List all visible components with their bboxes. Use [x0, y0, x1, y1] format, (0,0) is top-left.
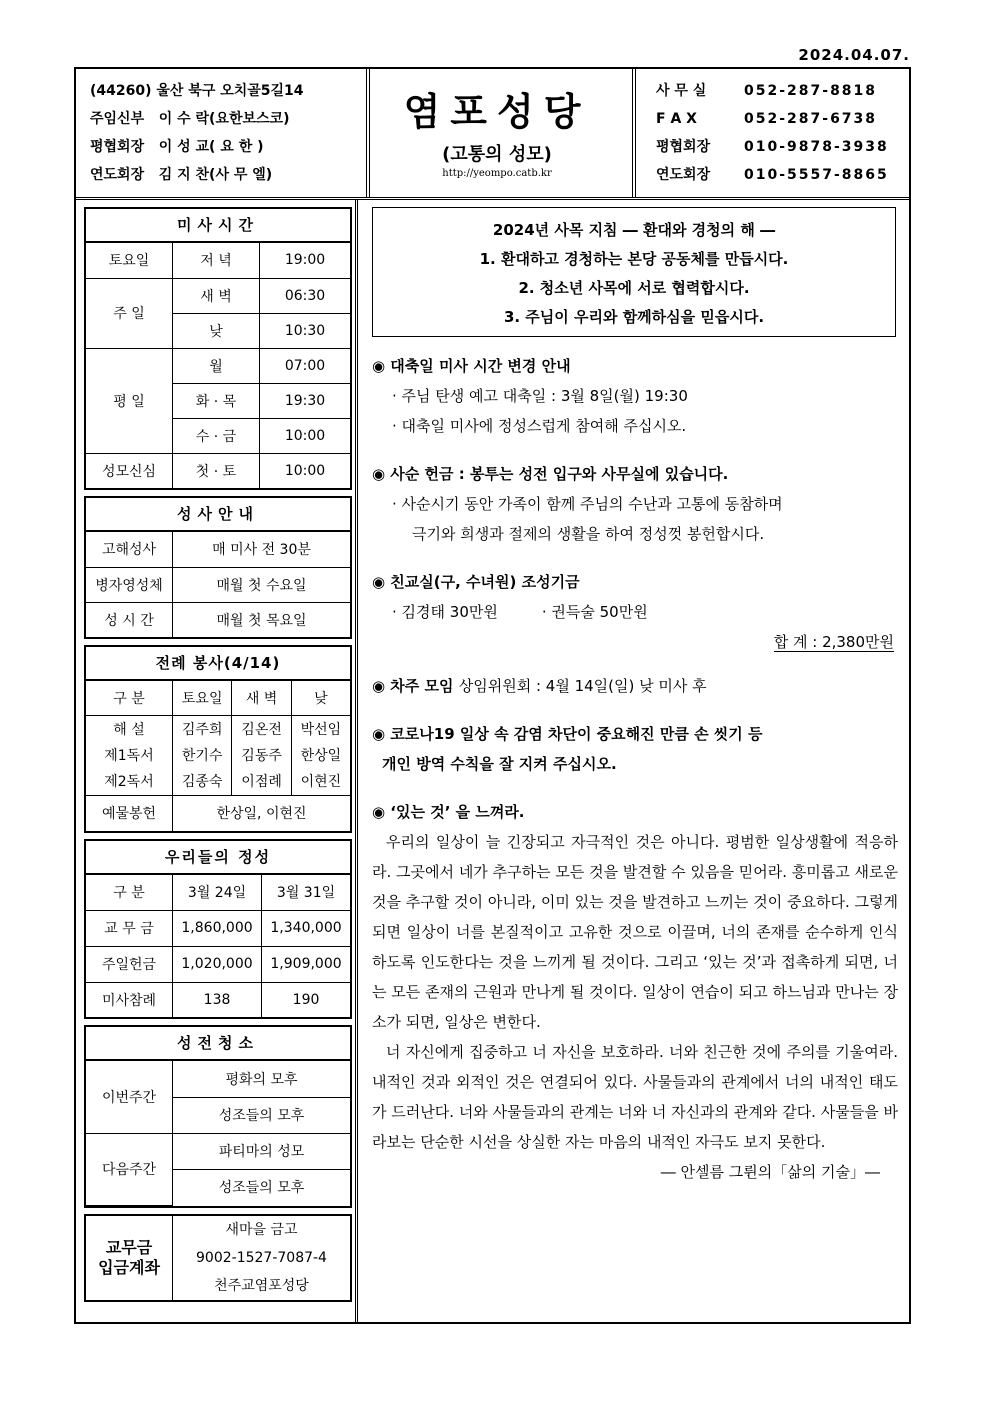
contacts	[656, 77, 906, 189]
reflection-title: ◉ ‘있는 것’ 을 느껴라.	[372, 803, 525, 821]
cell: 이번주간	[86, 1061, 173, 1133]
cell: 다음주간	[86, 1133, 173, 1205]
cell: 이현진	[291, 767, 350, 795]
cell: 미사참례	[86, 982, 173, 1017]
cell: 매월 첫 수요일	[173, 567, 351, 602]
cell: 10:00	[260, 418, 351, 453]
liturgy-title: 전례 봉사(4/14)	[86, 647, 350, 681]
motto-item: 2. 청소년 사목에 서로 협력합시다.	[518, 279, 750, 297]
notice-title: ◉ 친교실(구, 수녀원) 조성기금	[372, 573, 580, 591]
account-label: 교무금 입금계좌	[86, 1216, 173, 1300]
cell: 낮	[173, 313, 260, 348]
cell: 병자영성체	[86, 567, 173, 602]
notice-bullet: · 사순시기 동안 가족이 함께 주님의 수난과 고통에 동참하며	[392, 495, 783, 513]
cell: 파티마의 성모	[173, 1133, 351, 1169]
cell: 교 무 금	[86, 910, 173, 946]
cell: 성조들의 모후	[173, 1097, 351, 1133]
cell: 1,020,000	[173, 946, 262, 982]
cell: 토요일	[86, 243, 173, 278]
church-subtitle: (고통의 성모)	[442, 144, 552, 165]
header	[76, 69, 909, 197]
cell: 평화의 모후	[173, 1061, 351, 1097]
cell: 한기수	[173, 743, 232, 767]
pastoral-motto-box	[372, 207, 896, 337]
cell: 박선임	[291, 715, 350, 743]
yeondo-president-line: 연도회장 김 지 찬(사 무 엘)	[90, 167, 273, 183]
cleaning-table	[86, 1061, 350, 1206]
cell: 토요일	[173, 681, 232, 715]
cell: 성모신심	[86, 453, 173, 488]
left-column	[84, 207, 352, 1308]
header-info	[90, 77, 370, 189]
cell: 성 시 간	[86, 602, 173, 637]
divider	[632, 69, 633, 197]
fund-total: 합 계 : 2,380만원	[773, 633, 894, 651]
cell: 190	[262, 982, 350, 1017]
pastor-line: 주임신부 이 수 락(요한보스코)	[90, 111, 290, 127]
cell: 한상일, 이현진	[173, 795, 351, 831]
contact-office: 사 무 실 052-287-8818	[656, 83, 878, 99]
account-table	[86, 1216, 350, 1300]
cell: 19:30	[260, 383, 351, 418]
cell: 저 녁	[173, 243, 260, 278]
cell: 평 일	[86, 348, 173, 453]
cell: 김종숙	[173, 767, 232, 795]
notice-fellowship-fund	[372, 567, 906, 657]
contact-fax: F A X 052-287-6738	[656, 111, 878, 127]
notice-feast-mass	[372, 351, 906, 441]
council-president-line: 평협회장 이 성 교( 요 한 )	[90, 139, 264, 155]
cell: 수 · 금	[173, 418, 260, 453]
cell: 이점례	[232, 767, 291, 795]
cell: 한상일	[291, 743, 350, 767]
sacraments-table	[86, 532, 350, 637]
notice-covid	[372, 719, 906, 779]
cell: 07:00	[260, 348, 351, 383]
account-box	[84, 1214, 352, 1302]
cell: 해 설	[86, 715, 173, 743]
notice-bullet: · 김경태 30만원 · 권득술 50만원	[392, 603, 648, 621]
cell: 낮	[291, 681, 350, 715]
cell: 고해성사	[86, 532, 173, 567]
motto-item: 1. 환대하고 경청하는 본당 공동체를 만듭시다.	[479, 250, 789, 268]
cleaning-box	[84, 1025, 352, 1208]
cell: 새 벽	[173, 278, 260, 313]
contact-council: 평협회장 010-9878-3938	[656, 139, 889, 155]
account-details: 새마을 금고 9002-1527-7087-4 천주교염포성당	[173, 1216, 351, 1300]
bulletin-frame	[74, 67, 911, 1324]
cell: 1,860,000	[173, 910, 262, 946]
cell: 구 분	[86, 681, 173, 715]
divider	[635, 69, 636, 197]
cell: 10:00	[260, 453, 351, 488]
motto-item: 3. 주님이 우리와 함께하심을 믿읍시다.	[503, 308, 765, 326]
notice-lent-offering	[372, 459, 906, 549]
contact-yeondo: 연도회장 010-5557-8865	[656, 167, 889, 183]
cell: 1,340,000	[262, 910, 350, 946]
cleaning-title: 성전청소	[86, 1027, 350, 1061]
mass-times-box	[84, 207, 352, 490]
cell: 구 분	[86, 875, 173, 910]
reflection-paragraph: 너 자신에게 집중하고 너 자신을 보호하라. 너와 친근한 것에 주의를 기울여라. 내적인 것과 외적인 것은 연결되어 있다. 사물들과의 관계에서 너의 내적인 태도가 드러난다. 너와 사물들과의 관계는 너와 너 자신과의 관계와 같다. 사물들을 바라보는 단순한 시선을 상실한 자는 마음의 내적인 자극도 보지 못한다.	[372, 1043, 898, 1151]
reflection-paragraph: 우리의 일상이 늘 긴장되고 자극적인 것은 아니다. 평범한 일상생활에 적응하라. 그곳에서 네가 추구하는 모든 것을 발견할 수 있음을 믿어라. 흥미롭고 새로운 것을 추구할 것이 아니라, 이미 있는 것을 발견하고 느끼는 것이 중요하다. 그렇게 되면 일상이 너를 본질적이고 고유한 것으로 이끌며, 너의 존재를 순수하게 인식하도록 인도한다는 것을 느끼게 될 것이다. 그리고 ‘있는 것’과 접촉하게 되면, 너는 모든 존재의 근원과 만나게 될 것이다. 일상이 연습이 되고 하느님과 만나는 장소가 되면, 일상은 변한다.	[372, 833, 898, 1031]
cell: 매월 첫 목요일	[173, 602, 351, 637]
liturgy-table	[86, 681, 350, 831]
notice-title: ◉ 코로나19 일상 속 감염 차단이 중요해진 만큼 손 씻기 등	[372, 725, 763, 743]
reflection-credit: ― 안셀름 그륀의「삶의 기술」―	[660, 1163, 880, 1181]
notice-bullet: · 대축일 미사에 정성스럽게 참여해 주십시오.	[392, 417, 687, 435]
cell: 3월 24일	[173, 875, 262, 910]
reflection	[372, 797, 906, 1187]
mass-times-title: 미사시간	[86, 209, 350, 243]
cell: 주일헌금	[86, 946, 173, 982]
motto-title: 2024년 사목 지침 ― 환대와 경청의 해 ―	[492, 221, 776, 239]
cell: 제2독서	[86, 767, 173, 795]
devotion-box	[84, 839, 352, 1019]
cell: 주 일	[86, 278, 173, 348]
cell: 김동주	[232, 743, 291, 767]
devotion-title: 우리들의 정성	[86, 841, 350, 875]
mass-times-table	[86, 243, 350, 488]
cell: 월	[173, 348, 260, 383]
column-separator	[355, 200, 358, 1322]
address: (44260) 울산 북구 오치골5길14	[90, 83, 304, 99]
bulletin-date: 2024.04.07.	[798, 46, 910, 64]
cell: 1,909,000	[262, 946, 350, 982]
header-separator	[76, 197, 909, 200]
notice-bullet: 극기와 희생과 절제의 생활을 하여 정성껏 봉헌합시다.	[412, 525, 765, 543]
devotion-table	[86, 875, 350, 1017]
notice-title: ◉ 사순 헌금 : 봉투는 성전 입구와 사무실에 있습니다.	[372, 465, 729, 483]
cell: 매 미사 전 30분	[173, 532, 351, 567]
cell: 새 벽	[232, 681, 291, 715]
cell: 10:30	[260, 313, 351, 348]
notice-next-meeting	[372, 671, 906, 701]
cell: 3월 31일	[262, 875, 350, 910]
right-column	[366, 207, 906, 1187]
cell: 19:00	[260, 243, 351, 278]
cell: 화 · 목	[173, 383, 260, 418]
cell: 김주희	[173, 715, 232, 743]
sacraments-title: 성사안내	[86, 498, 350, 532]
cell: 138	[173, 982, 262, 1017]
cell: 김온전	[232, 715, 291, 743]
notice-title: 개인 방역 수칙을 잘 지켜 주십시오.	[382, 755, 617, 773]
church-title-block	[366, 69, 628, 197]
church-url[interactable]: http://yeompo.catb.kr	[442, 168, 552, 179]
cell: 제1독서	[86, 743, 173, 767]
notice-title: ◉ 차주 모임 상임위원회 : 4월 14일(일) 낮 미사 후	[372, 677, 707, 695]
cell: 예물봉헌	[86, 795, 173, 831]
cell: 성조들의 모후	[173, 1169, 351, 1205]
cell: 06:30	[260, 278, 351, 313]
notice-bullet: · 주님 탄생 예고 대축일 : 3월 8일(월) 19:30	[392, 387, 688, 405]
liturgy-box	[84, 645, 352, 833]
notice-title: ◉ 대축일 미사 시간 변경 안내	[372, 357, 571, 375]
church-name: 염포성당	[403, 90, 591, 134]
cell: 첫 · 토	[173, 453, 260, 488]
sacraments-box	[84, 496, 352, 639]
